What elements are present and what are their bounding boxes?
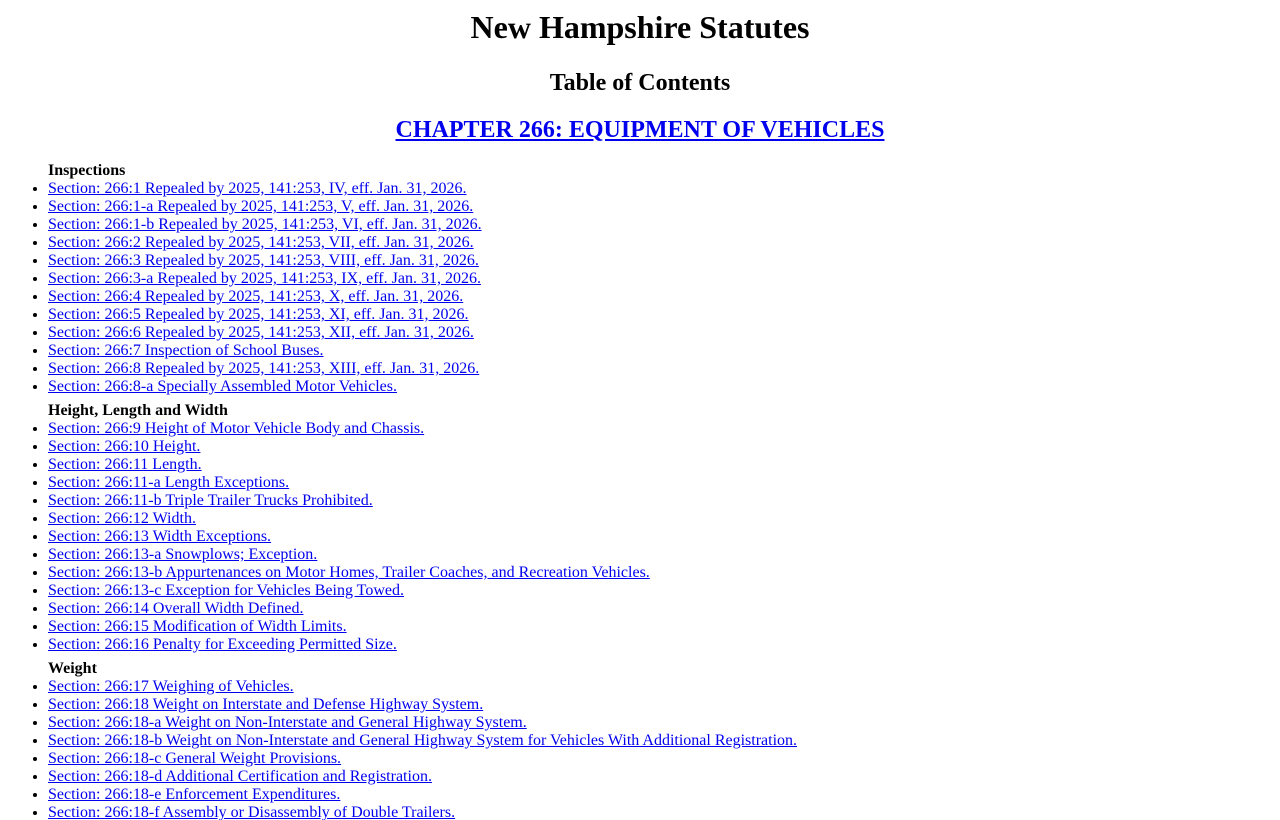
- list-item: [48, 546, 1280, 564]
- section-link[interactable]: Section: 266:4 Repealed by 2025, 141:253, X, eff. Jan. 31, 2026.: [48, 288, 464, 305]
- section-link[interactable]: Section: 266:8-a Specially Assembled Motor Vehicles.: [48, 378, 397, 395]
- section-link[interactable]: Section: 266:18-b Weight on Non-Interstate and General Highway System for Vehicles With Additional Registration.: [48, 732, 798, 749]
- list-item: [48, 342, 1280, 360]
- section-link[interactable]: Section: 266:13-c Exception for Vehicles Being Towed.: [48, 582, 404, 599]
- list-item: [48, 492, 1280, 510]
- list-item: [48, 438, 1280, 456]
- section-link[interactable]: Section: 266:6 Repealed by 2025, 141:253, XII, eff. Jan. 31, 2026.: [48, 324, 474, 341]
- section-link[interactable]: Section: 266:12 Width.: [48, 510, 196, 527]
- list-item: [48, 768, 1280, 786]
- chapter-link[interactable]: CHAPTER 266: EQUIPMENT OF VEHICLES: [395, 117, 885, 143]
- toc-title: Table of Contents: [549, 70, 731, 96]
- list-item: [48, 510, 1280, 528]
- list-item: [48, 564, 1280, 582]
- section-link[interactable]: Section: 266:7 Inspection of School Buses.: [48, 342, 324, 359]
- chapter-heading: [0, 98, 1280, 148]
- section-link[interactable]: Section: 266:9 Height of Motor Vehicle Body and Chassis.: [48, 420, 425, 437]
- list-item: [48, 198, 1280, 216]
- section-link[interactable]: Section: 266:11-a Length Exceptions.: [48, 474, 290, 491]
- list-item: [48, 180, 1280, 198]
- section-link[interactable]: Section: 266:14 Overall Width Defined.: [48, 600, 304, 617]
- list-item: [48, 678, 1280, 696]
- section-link[interactable]: Section: 266:13 Width Exceptions.: [48, 528, 272, 545]
- list-item: [48, 234, 1280, 252]
- list-item: [48, 252, 1280, 270]
- list-item: [48, 216, 1280, 234]
- list-item: [48, 378, 1280, 396]
- section-link[interactable]: Section: 266:11-b Triple Trailer Trucks Prohibited.: [48, 492, 373, 509]
- list-item: [48, 420, 1280, 438]
- page-title: New Hampshire Statutes: [470, 9, 810, 45]
- list-item: [48, 324, 1280, 342]
- list-item: [48, 636, 1280, 654]
- section-link[interactable]: Section: 266:13-b Appurtenances on Motor Homes, Trailer Coaches, and Recreation Vehicles.: [48, 564, 650, 581]
- list-item: [48, 582, 1280, 600]
- list-item: [48, 714, 1280, 732]
- section-link[interactable]: Section: 266:18-c General Weight Provisions.: [48, 750, 342, 767]
- section-link[interactable]: Section: 266:18 Weight on Interstate and Defense Highway System.: [48, 696, 484, 713]
- section-link[interactable]: Section: 266:3-a Repealed by 2025, 141:253, IX, eff. Jan. 31, 2026.: [48, 270, 481, 287]
- section-link[interactable]: Section: 266:16 Penalty for Exceeding Permitted Size.: [48, 636, 397, 653]
- section-link[interactable]: Section: 266:18-d Additional Certification and Registration.: [48, 768, 432, 785]
- section-link[interactable]: Section: 266:3 Repealed by 2025, 141:253, VIII, eff. Jan. 31, 2026.: [48, 252, 479, 269]
- list-item: [48, 528, 1280, 546]
- group-heading: Inspections: [48, 162, 126, 179]
- section-link[interactable]: Section: 266:18-f Assembly or Disassembly of Double Trailers.: [48, 804, 456, 820]
- section-link[interactable]: Section: 266:1-a Repealed by 2025, 141:253, V, eff. Jan. 31, 2026.: [48, 198, 474, 215]
- list-item: [48, 696, 1280, 714]
- list-item: [48, 786, 1280, 804]
- section-link[interactable]: Section: 266:15 Modification of Width Limits.: [48, 618, 347, 635]
- list-item: [48, 456, 1280, 474]
- list-item: [48, 288, 1280, 306]
- list-item: [48, 804, 1280, 820]
- section-link[interactable]: Section: 266:1-b Repealed by 2025, 141:253, VI, eff. Jan. 31, 2026.: [48, 216, 482, 233]
- section-list: [0, 678, 1280, 820]
- section-list: [0, 420, 1280, 654]
- section-link[interactable]: Section: 266:17 Weighing of Vehicles.: [48, 678, 294, 695]
- section-link[interactable]: Section: 266:18-e Enforcement Expenditures.: [48, 786, 341, 803]
- toc-group: [0, 402, 1280, 654]
- section-link[interactable]: Section: 266:11 Length.: [48, 456, 202, 473]
- list-item: [48, 270, 1280, 288]
- section-link[interactable]: Section: 266:1 Repealed by 2025, 141:253, IV, eff. Jan. 31, 2026.: [48, 180, 467, 197]
- table-of-contents: [0, 148, 1280, 820]
- list-item: [48, 732, 1280, 750]
- section-link[interactable]: Section: 266:10 Height.: [48, 438, 201, 455]
- list-item: [48, 474, 1280, 492]
- list-item: [48, 360, 1280, 378]
- section-link[interactable]: Section: 266:18-a Weight on Non-Interstate and General Highway System.: [48, 714, 527, 731]
- group-heading: Weight: [48, 660, 97, 677]
- toc-group: [0, 660, 1280, 820]
- list-item: [48, 750, 1280, 768]
- list-item: [48, 600, 1280, 618]
- section-list: [0, 180, 1280, 396]
- section-link[interactable]: Section: 266:5 Repealed by 2025, 141:253, XI, eff. Jan. 31, 2026.: [48, 306, 469, 323]
- list-item: [48, 618, 1280, 636]
- toc-group: [0, 162, 1280, 396]
- section-link[interactable]: Section: 266:8 Repealed by 2025, 141:253, XIII, eff. Jan. 31, 2026.: [48, 360, 480, 377]
- section-link[interactable]: Section: 266:2 Repealed by 2025, 141:253, VII, eff. Jan. 31, 2026.: [48, 234, 474, 251]
- list-item: [48, 306, 1280, 324]
- group-heading: Height, Length and Width: [48, 402, 228, 419]
- section-link[interactable]: Section: 266:13-a Snowplows; Exception.: [48, 546, 318, 563]
